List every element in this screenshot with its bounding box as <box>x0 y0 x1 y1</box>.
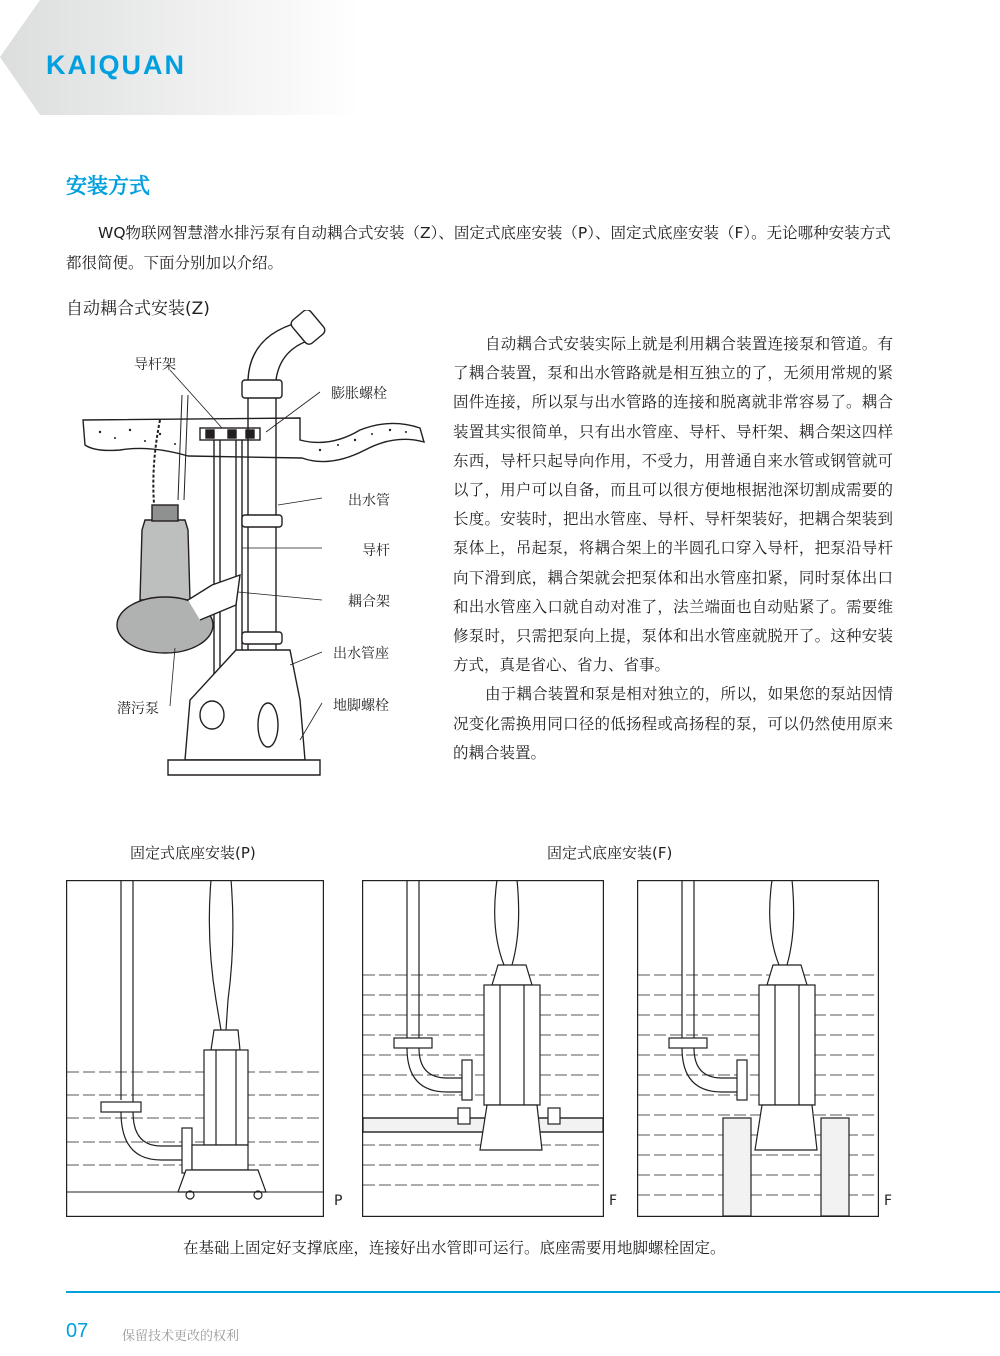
caption-fixed-f: 固定式底座安装(F) <box>547 844 673 862</box>
auto-coupling-subtitle: 自动耦合式安装(Z) <box>66 299 210 319</box>
caption-fixed-p: 固定式底座安装(P) <box>130 844 256 862</box>
section-title: 安装方式 <box>66 174 150 198</box>
label-outlet-seat: 出水管座 <box>333 646 389 662</box>
label-guide-rod: 导杆 <box>362 543 390 559</box>
page-number: 07 <box>66 1320 89 1342</box>
label-outlet-pipe: 出水管 <box>348 493 390 509</box>
label-guide-rack: 导杆架 <box>134 357 176 373</box>
auto-coupling-description <box>453 330 893 768</box>
diagram-fixed-f2 <box>637 880 879 1217</box>
footer-note: 保留技术更改的权利 <box>122 1329 240 1344</box>
paragraph-1: 自动耦合式安装实际上就是利用耦合装置连接泵和管道。有了耦合装置，泵和出水管路就是相互独立的了，无须用常规的紧固件连接，所以泵与出水管路的连接和脱离就非常容易了。耦合装置其实很简单，只有出水管座、导杆、导杆架、耦合架这四样东西，导杆只起导向作用，不受力，用普通自来水管或钢管就可以了，用户可以自备，而且可以很方便地根据池深切割成需要的长度。安装时，把出水管座、导杆、导杆架装好，把耦合架装到泵体上，吊起泵，将耦合架上的半圆孔口穿入导杆，把泵沿导杆向下滑到底，耦合架就会把泵体和出水管座扣紧，同时泵体出口和出水管座入口就自动对准了，法兰端面也自动贴紧了。需要维修泵时，只需把泵向上提，泵体和出水管座就脱开了。这种安装方式，真是省心、省力、省事。 <box>453 335 893 675</box>
label-coupling-frame: 耦合架 <box>348 594 390 610</box>
fixed-base-caption: 在基础上固定好支撑底座，连接好出水管即可运行。底座需要用地脚螺栓固定。 <box>183 1239 726 1257</box>
label-expansion-bolt: 膨胀螺栓 <box>331 386 387 402</box>
letter-f2: F <box>884 1193 893 1209</box>
diagram-fixed-p <box>66 880 324 1217</box>
letter-p: P <box>334 1193 343 1209</box>
footer-divider <box>66 1291 1000 1293</box>
diagram-fixed-f1 <box>362 880 604 1217</box>
letter-f1: F <box>609 1193 618 1209</box>
paragraph-2: 由于耦合装置和泵是相对独立的，所以，如果您的泵站因情况变化需换用同口径的低扬程或高扬程的泵，可以仍然使用原来的耦合装置。 <box>453 685 893 762</box>
label-pump: 潜污泵 <box>117 701 159 717</box>
brand-logo: KAIQUAN <box>46 50 186 80</box>
intro-paragraph: WQ物联网智慧潜水排污泵有自动耦合式安装（Z）、固定式底座安装（P）、固定式底座安装（F）。无论哪种安装方式都很简便。下面分别加以介绍。 <box>66 224 891 272</box>
label-anchor-bolt: 地脚螺栓 <box>333 698 389 714</box>
